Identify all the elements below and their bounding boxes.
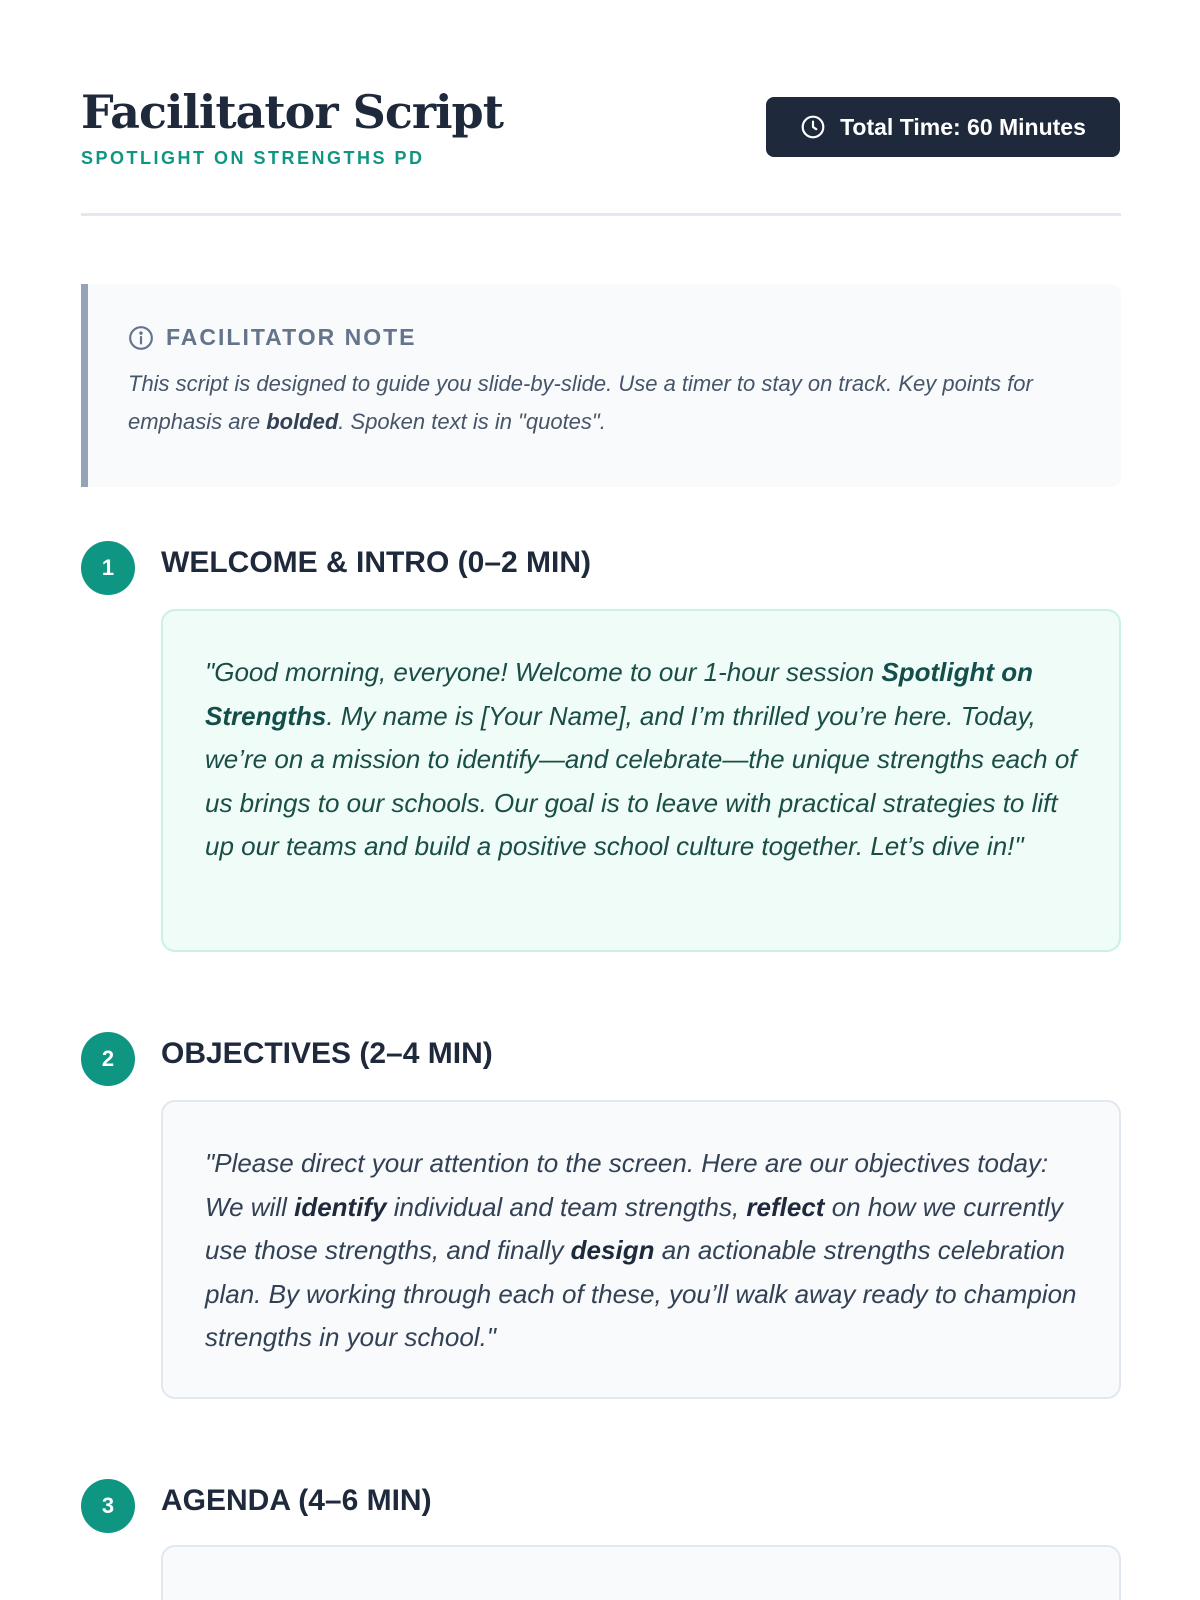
script-text: on how we currently use those strengths, and finally [205,1191,1063,1265]
section-title: OBJECTIVES (2–4 MIN) [161,1037,493,1070]
script-emphasis: design [570,1235,655,1265]
facilitator-note [81,284,1121,487]
script-text: "Good morning, everyone! Welcome to our 1-hour session [205,657,882,687]
note-text-part: This script is designed to guide you slide-by-slide. Use a timer to stay on track. Key points for emphasis are [128,371,1033,434]
note-text-part: . Spoken text is in "quotes". [338,409,606,434]
script-card-welcome [161,609,1121,952]
script-card-agenda [161,1545,1121,1600]
script-text: an actionable strengths celebration plan. By working through each of these, you’ll walk away ready to champion strengths in your school." [205,1235,1077,1352]
section-title: WELCOME & INTRO (0–2 MIN) [161,546,592,579]
section-title: AGENDA (4–6 MIN) [161,1484,432,1517]
step-number-badge: 1 [81,541,135,595]
info-icon [128,325,154,351]
total-time-badge [766,97,1120,157]
page-subtitle: SPOTLIGHT ON STRENGTHS PD [81,148,425,168]
header-divider [81,213,1121,216]
clock-icon [800,114,826,140]
step-number-badge: 2 [81,1032,135,1086]
page-title: Facilitator Script [81,85,503,139]
facilitator-note-text [128,365,1068,441]
script-text: "Please direct your attention to the screen. Here are our objectives today: We will [205,1148,1049,1222]
script-emphasis: Spotlight on Strengths [205,657,1034,731]
script-card-objectives [161,1100,1121,1399]
note-text-bold: bolded [266,409,339,434]
total-time-label: Total Time: 60 Minutes [840,113,1086,140]
script-emphasis: identify [294,1191,387,1222]
facilitator-note-heading [128,324,1081,351]
script-text: . My name is [Your Name], and I’m thrilled you’re here. Today, we’re on a mission to identify—and celebrate—the unique strengths each of us brings to our schools. Our goal is to leave with practical strategies to lift up our teams and build a positive school culture together. Let’s dive in!" [205,700,1077,861]
script-emphasis: reflect [746,1191,825,1222]
facilitator-note-title: FACILITATOR NOTE [166,324,417,350]
script-text: individual and team strengths, [386,1191,747,1222]
step-number-badge: 3 [81,1479,135,1533]
